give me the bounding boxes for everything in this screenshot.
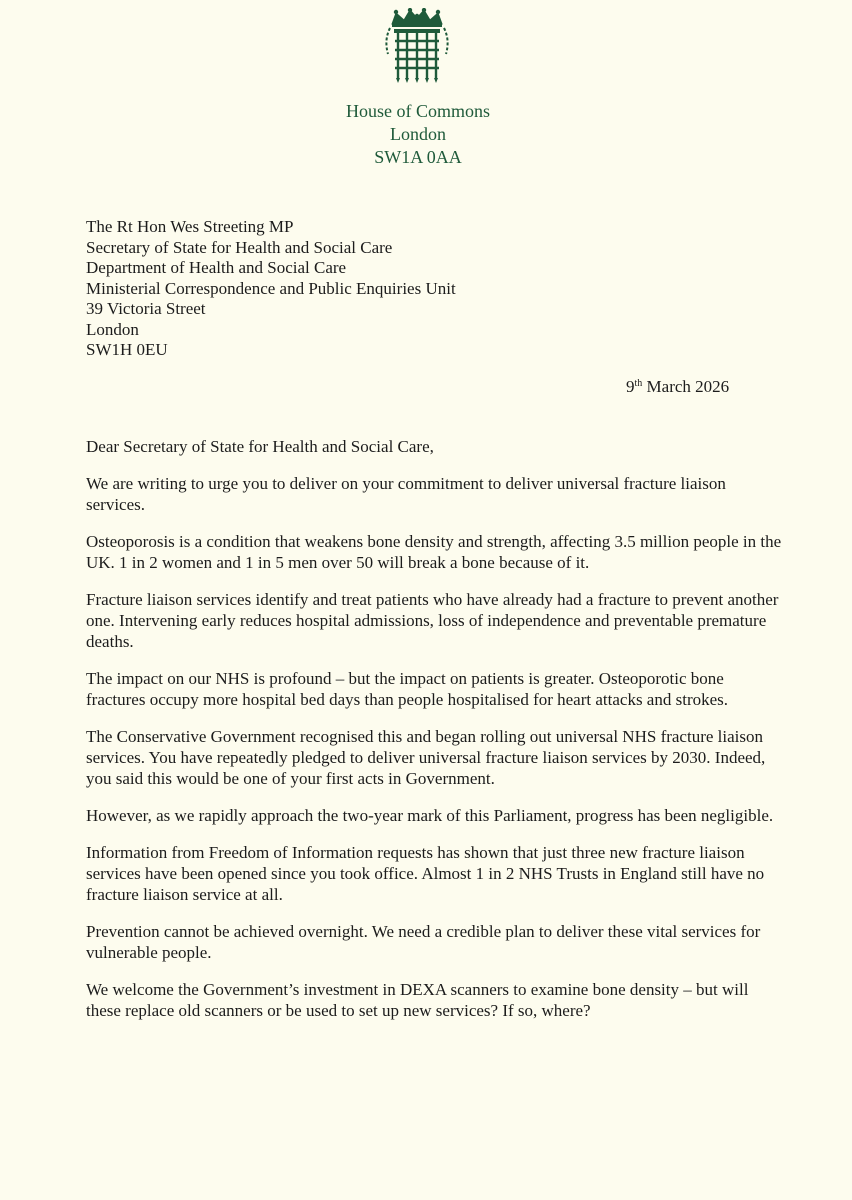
date-suffix: th xyxy=(634,378,643,389)
recipient-address xyxy=(86,217,456,361)
letter-body xyxy=(86,436,786,1037)
body-paragraph: The Conservative Government recognised this and began rolling out universal NHS fracture liaison services. You have repeatedly pledged to deliver universal fracture liaison services by 2030. Indeed, you said this would be one of your first acts in Government. xyxy=(86,727,766,788)
body-paragraph: Osteoporosis is a condition that weakens bone density and strength, affecting 3.5 million people in the UK. 1 in 2 women and 1 in 5 men over 50 will break a bone because of it. xyxy=(86,532,782,572)
body-paragraph: We welcome the Government’s investment in DEXA scanners to examine bone density – but will these replace old scanners or be used to set up new services? If so, where? xyxy=(86,980,749,1020)
address-line: Department of Health and Social Care xyxy=(86,258,347,277)
letterhead-organisation: House of Commons xyxy=(346,101,490,121)
body-paragraph: Fracture liaison services identify and treat patients who have already had a fracture to prevent another one. Intervening early reduces hospital admissions, loss of independence and preventable premature deaths. xyxy=(86,590,779,651)
body-paragraph: The impact on our NHS is profound – but the impact on patients is greater. Osteoporotic bone fractures occupy more hospital bed days than people hospitalised for heart attacks and strokes. xyxy=(86,669,729,709)
body-paragraph: Prevention cannot be achieved overnight. We need a credible plan to deliver these vital services for vulnerable people. xyxy=(86,922,761,962)
letterhead-postcode: SW1A 0AA xyxy=(374,147,462,167)
letterhead xyxy=(0,100,836,169)
body-paragraph: However, as we rapidly approach the two-year mark of this Parliament, progress has been negligible. xyxy=(86,806,774,825)
portcullis-crest-icon xyxy=(382,8,452,84)
address-line: SW1H 0EU xyxy=(86,340,168,359)
body-paragraph: We are writing to urge you to deliver on your commitment to deliver universal fracture liaison services. xyxy=(86,474,726,514)
address-line: Secretary of State for Health and Social Care xyxy=(86,237,393,257)
address-line: 39 Victoria Street xyxy=(86,299,206,318)
date-day: 9 xyxy=(626,377,635,396)
date-month-year: March 2026 xyxy=(646,377,730,396)
letter-date xyxy=(626,376,729,398)
letterhead-city: London xyxy=(390,124,446,144)
address-line: London xyxy=(86,319,139,339)
body-paragraph: Information from Freedom of Information requests has shown that just three new fracture liaison services have been opened since you took office. Almost 1 in 2 NHS Trusts in England still have no fracture liaison service at all. xyxy=(86,843,765,904)
address-line: The Rt Hon Wes Streeting MP xyxy=(86,217,294,236)
address-line: Ministerial Correspondence and Public Enquiries Unit xyxy=(86,278,456,298)
salutation: Dear Secretary of State for Health and Social Care, xyxy=(86,437,434,456)
